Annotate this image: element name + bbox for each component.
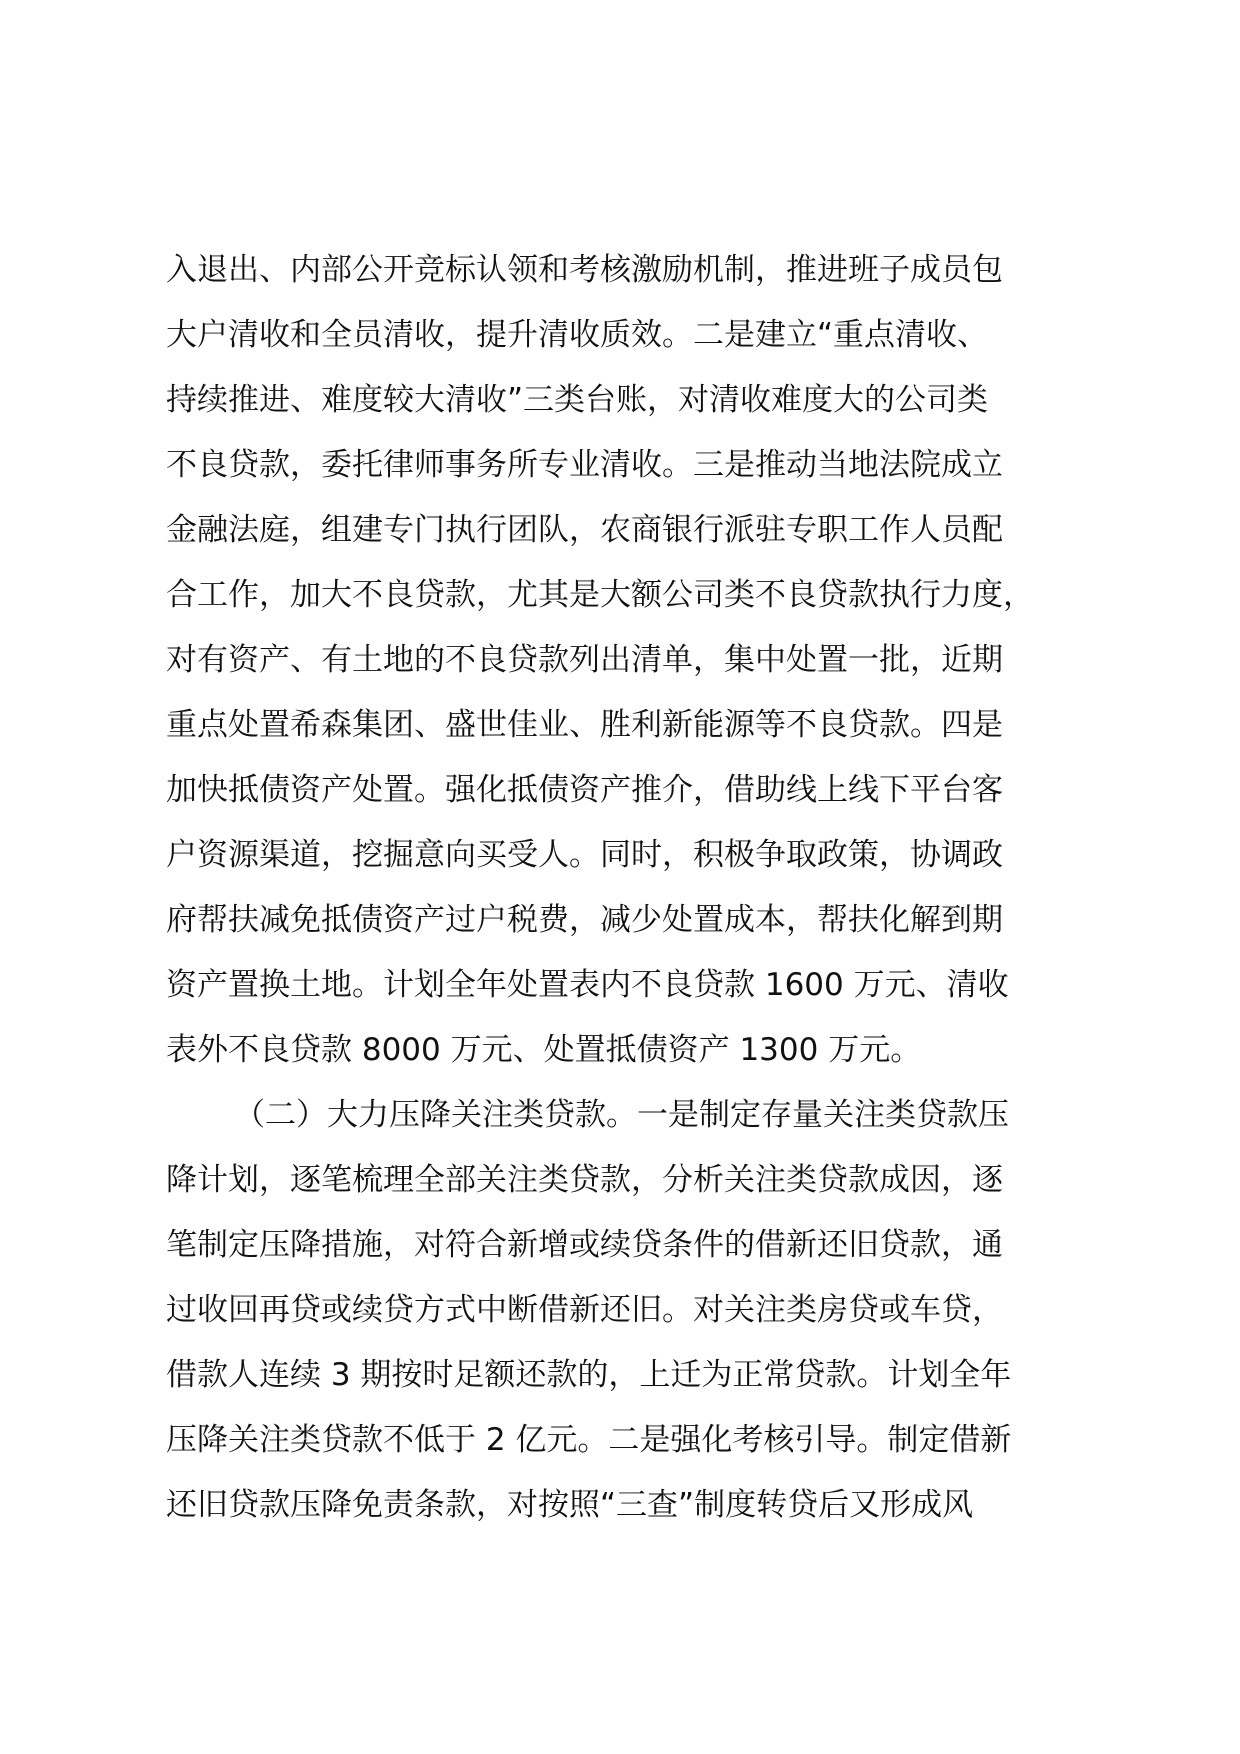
text-line: 降计划，逐笔梳理全部关注类贷款，分析关注类贷款成因，逐 (166, 1162, 1003, 1198)
text-line: 金融法庭，组建专门执行团队，农商银行派驻专职工作人员配 (166, 512, 1003, 548)
text-line: 笔制定压降措施，对符合新增或续贷条件的借新还旧贷款，通 (166, 1227, 1003, 1263)
text-line: 表外不良贷款 8000 万元、处置抵债资产 1300 万元。 (166, 1032, 922, 1068)
body-text (166, 238, 1126, 1538)
text-line: 过收回再贷或续贷方式中断借新还旧。对关注类房贷或车贷， (166, 1292, 1003, 1328)
section-heading-line: （二）大力压降关注类贷款。一是制定存量关注类贷款压 (234, 1097, 1009, 1133)
text-line: 加快抵债资产处置。强化抵债资产推介，借助线上线下平台客 (166, 772, 1003, 808)
text-line: 大户清收和全员清收，提升清收质效。二是建立“重点清收、 (166, 317, 989, 353)
text-line: 府帮扶减免抵债资产过户税费，减少处置成本，帮扶化解到期 (166, 902, 1003, 938)
text-line: 对有资产、有土地的不良贷款列出清单，集中处置一批，近期 (166, 642, 1003, 678)
text-line: 资产置换土地。计划全年处置表内不良贷款 1600 万元、清收 (166, 967, 1009, 1003)
text-line: 压降关注类贷款不低于 2 亿元。二是强化考核引导。制定借新 (166, 1422, 1012, 1458)
text-line: 还旧贷款压降免责条款，对按照“三查”制度转贷后又形成风 (166, 1487, 974, 1523)
text-line: 持续推进、难度较大清收”三类台账，对清收难度大的公司类 (166, 382, 989, 418)
text-line: 入退出、内部公开竞标认领和考核激励机制，推进班子成员包 (166, 252, 1003, 288)
text-line: 重点处置希森集团、盛世佳业、胜利新能源等不良贷款。四是 (166, 707, 1003, 743)
text-line: 不良贷款，委托律师事务所专业清收。三是推动当地法院成立 (166, 447, 1003, 483)
text-line: 借款人连续 3 期按时足额还款的，上迁为正常贷款。计划全年 (166, 1357, 1012, 1393)
text-line: 户资源渠道，挖掘意向买受人。同时，积极争取政策，协调政 (166, 837, 1003, 873)
text-line: 合工作，加大不良贷款，尤其是大额公司类不良贷款执行力度， (166, 577, 1034, 613)
